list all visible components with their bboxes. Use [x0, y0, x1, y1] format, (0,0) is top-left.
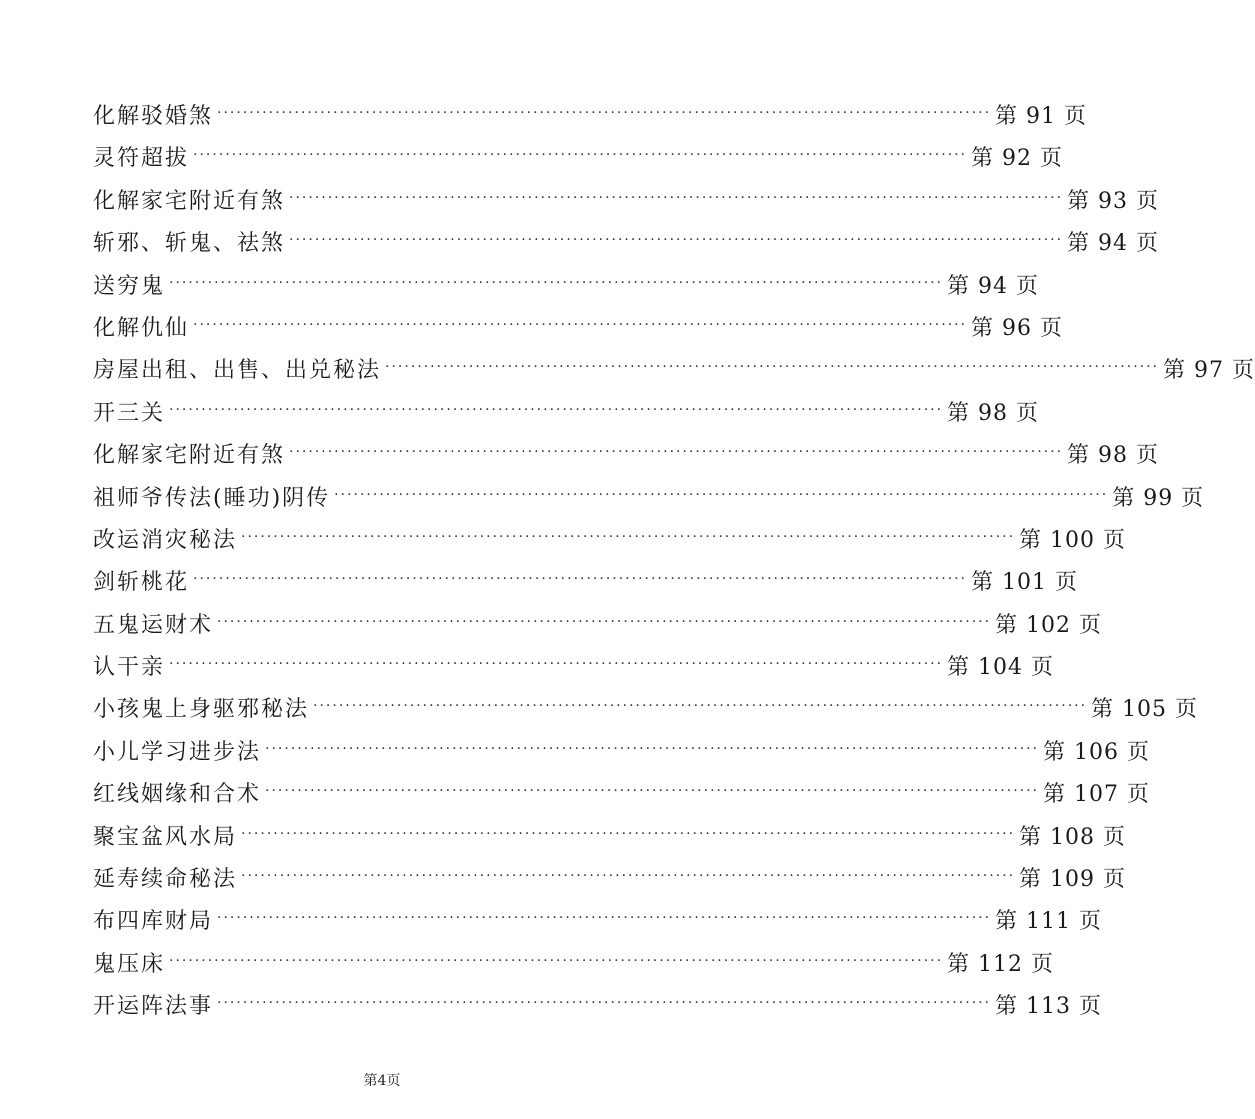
- toc-entry-title: 五鬼运财术: [93, 612, 214, 638]
- toc-entry-page: 第 93 页: [1067, 188, 1160, 214]
- dot-leader: ························································································································: [265, 740, 1040, 757]
- toc-entry-title: 聚宝盆风水局: [93, 824, 238, 850]
- dot-leader: ························································································································: [217, 995, 992, 1012]
- toc-entry[interactable]: [93, 732, 1151, 774]
- dot-leader: ························································································································: [289, 444, 1064, 461]
- toc-entry-page: 第 100 页: [1019, 527, 1127, 553]
- dot-leader: ························································································································: [193, 316, 968, 333]
- toc-entry-page: 第 111 页: [995, 909, 1103, 935]
- toc-entry-page: 第 96 页: [971, 315, 1064, 341]
- toc-entry-page: 第 98 页: [1067, 443, 1160, 469]
- toc-entry[interactable]: [93, 774, 1151, 816]
- table-of-contents: [93, 96, 1255, 1029]
- toc-entry-page: 第 98 页: [947, 400, 1040, 426]
- dot-leader: ························································································································: [241, 528, 1016, 545]
- dot-leader: ························································································································: [193, 571, 968, 588]
- toc-entry-title: 鬼压床: [93, 951, 166, 977]
- toc-entry[interactable]: [93, 308, 1064, 350]
- toc-entry-title: 剑斩桃花: [93, 570, 190, 596]
- toc-entry-page: 第 108 页: [1019, 824, 1127, 850]
- toc-entry-page: 第 92 页: [971, 146, 1064, 172]
- dot-leader: ························································································································: [217, 104, 992, 121]
- toc-entry-page: 第 104 页: [947, 655, 1055, 681]
- dot-leader: ························································································································: [289, 189, 1064, 206]
- toc-entry[interactable]: [93, 393, 1040, 435]
- toc-entry-title: 布四库财局: [93, 909, 214, 935]
- toc-entry[interactable]: [93, 223, 1160, 265]
- dot-leader: ························································································································: [289, 232, 1064, 249]
- toc-entry-title: 开三关: [93, 400, 166, 426]
- page-number-footer: 第4页: [363, 1073, 401, 1089]
- dot-leader: ························································································································: [169, 401, 944, 418]
- toc-entry-page: 第 113 页: [995, 994, 1103, 1020]
- toc-entry[interactable]: [93, 817, 1127, 859]
- toc-entry-page: 第 107 页: [1043, 782, 1151, 808]
- toc-entry-title: 小儿学习进步法: [93, 739, 262, 765]
- toc-entry-title: 化解家宅附近有煞: [93, 188, 286, 214]
- dot-leader: ························································································································: [313, 698, 1088, 715]
- toc-entry-page: 第 112 页: [947, 951, 1055, 977]
- toc-entry-page: 第 94 页: [1067, 231, 1160, 257]
- toc-entry[interactable]: [93, 350, 1255, 392]
- toc-entry-title: 化解仇仙: [93, 315, 190, 341]
- toc-entry-title: 灵符超拔: [93, 146, 190, 172]
- toc-entry-title: 送穷鬼: [93, 273, 166, 299]
- toc-entry[interactable]: [93, 520, 1127, 562]
- dot-leader: ························································································································: [217, 613, 992, 630]
- dot-leader: ························································································································: [385, 359, 1160, 376]
- dot-leader: ························································································································: [169, 952, 944, 969]
- dot-leader: ························································································································: [169, 656, 944, 673]
- toc-entry[interactable]: [93, 138, 1064, 180]
- toc-entry[interactable]: [93, 944, 1055, 986]
- toc-entry[interactable]: [93, 689, 1199, 731]
- toc-entry[interactable]: [93, 986, 1103, 1028]
- toc-entry[interactable]: [93, 181, 1160, 223]
- toc-entry-title: 房屋出租、出售、出兑秘法: [93, 358, 382, 384]
- toc-entry[interactable]: [93, 605, 1103, 647]
- toc-entry-page: 第 102 页: [995, 612, 1103, 638]
- toc-entry-title: 开运阵法事: [93, 994, 214, 1020]
- toc-entry-title: 斩邪、斩鬼、祛煞: [93, 231, 286, 257]
- toc-entry-title: 祖师爷传法(睡功)阴传: [93, 485, 331, 511]
- toc-entry-title: 化解驳婚煞: [93, 103, 214, 129]
- dot-leader: ························································································································: [169, 274, 944, 291]
- dot-leader: ························································································································: [217, 910, 992, 927]
- toc-entry-title: 化解家宅附近有煞: [93, 443, 286, 469]
- toc-entry-page: 第 97 页: [1163, 358, 1255, 384]
- toc-entry[interactable]: [93, 562, 1079, 604]
- dot-leader: ························································································································: [334, 486, 1109, 503]
- toc-entry-title: 认干亲: [93, 655, 166, 681]
- dot-leader: ························································································································: [241, 825, 1016, 842]
- toc-entry[interactable]: [93, 266, 1040, 308]
- toc-entry[interactable]: [93, 478, 1205, 520]
- toc-entry-page: 第 105 页: [1091, 697, 1199, 723]
- toc-entry[interactable]: [93, 96, 1088, 138]
- toc-entry-page: 第 109 页: [1019, 867, 1127, 893]
- toc-entry-title: 小孩鬼上身驱邪秘法: [93, 697, 310, 723]
- toc-entry[interactable]: [93, 435, 1160, 477]
- dot-leader: ························································································································: [241, 868, 1016, 885]
- dot-leader: ························································································································: [193, 147, 968, 164]
- toc-entry-title: 红线姻缘和合术: [93, 782, 262, 808]
- toc-entry-page: 第 91 页: [995, 103, 1088, 129]
- toc-entry[interactable]: [93, 859, 1127, 901]
- toc-entry-title: 改运消灾秘法: [93, 527, 238, 553]
- toc-entry-title: 延寿续命秘法: [93, 867, 238, 893]
- dot-leader: ························································································································: [265, 783, 1040, 800]
- toc-entry-page: 第 101 页: [971, 570, 1079, 596]
- toc-entry-page: 第 99 页: [1112, 485, 1205, 511]
- toc-entry[interactable]: [93, 647, 1055, 689]
- toc-entry-page: 第 94 页: [947, 273, 1040, 299]
- toc-entry[interactable]: [93, 901, 1103, 943]
- toc-entry-page: 第 106 页: [1043, 739, 1151, 765]
